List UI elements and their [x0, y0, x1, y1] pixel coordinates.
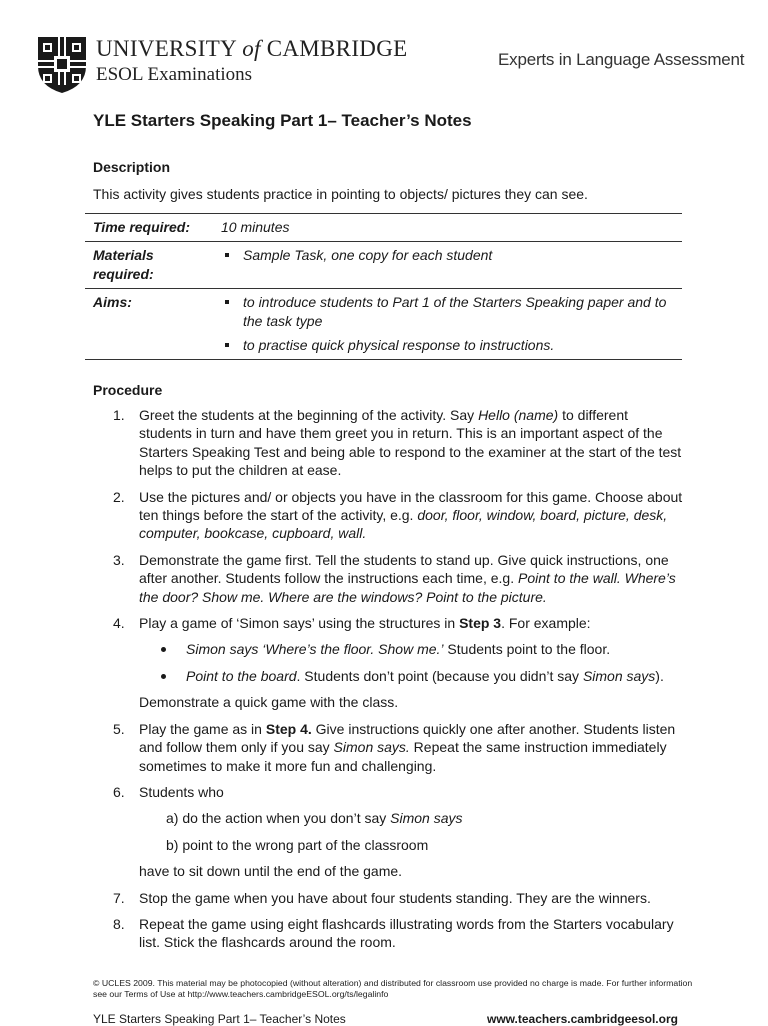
aims-item: to introduce students to Part 1 of the Starters Speaking paper and to the task type [221, 293, 674, 331]
procedure-step: 6. Students who a) do the action when you don’t say Simon says b) point to the wrong part of the classroom have to sit down until the end of the game. [93, 783, 683, 881]
tagline: Experts in Language Assessment [498, 50, 745, 69]
time-value: 10 minutes [221, 219, 290, 235]
materials-item: Sample Task, one copy for each student [221, 246, 674, 265]
procedure-step: 7. Stop the game when you have about four students standing. They are the winners. [113, 889, 651, 906]
procedure-step: 5. Play the game as in Step 4. Give instructions quickly one after another. Students listen and follow them only if you say Simon says. Repeat the same instruction immediately sometimes to make it more fun and challenging. [113, 720, 676, 774]
copyright-footnote: © UCLES 2009. This material may be photocopied (without alteration) and distributed for classroom use provided no charge is made. For further information see our Terms of Use at http://www.teachers.cambridgeESOL.org/ts/legalinfo [93, 978, 693, 999]
aims-list [221, 293, 674, 355]
aims-label: Aims: [93, 294, 132, 310]
university-name: UNIVERSITY of CAMBRIDGE [96, 36, 408, 61]
division-name: ESOL Examinations [96, 64, 253, 85]
example-bullet: Simon says ‘Where’s the floor. Show me.’ Students point to the floor. [139, 640, 683, 658]
procedure-heading: Procedure [93, 382, 163, 398]
condition-item: b) point to the wrong part of the classroom [166, 836, 429, 853]
materials-list [221, 246, 674, 265]
condition-item: a) do the action when you don’t say Simon says [166, 810, 463, 827]
aims-item: to practise quick physical response to instructions. [221, 336, 674, 355]
aims-row [85, 289, 682, 359]
time-row [85, 214, 682, 242]
time-label: Time required: [93, 219, 190, 235]
cambridge-crest-logo [37, 36, 87, 94]
procedure-step: 4. Play a game of ‘Simon says’ using the structures in Step 3. For example: Simon says ‘Where’s the floor. Show me.’ Students point to the floor. Point to the board. Students don’t point (because you didn’t say Simon says). Demonstrate a quick game with the class. [93, 614, 683, 712]
example-bullet: Point to the board. Students don’t point (because you didn’t say Simon says). [139, 667, 683, 685]
procedure-step: 8. Repeat the game using eight flashcards illustrating words from the Starters vocabulary list. Stick the flashcards around the room. [113, 915, 674, 951]
page-title: YLE Starters Speaking Part 1– Teacher’s Notes [93, 111, 472, 130]
procedure-list [93, 406, 683, 960]
description-heading: Description [93, 159, 171, 175]
description-text: This activity gives students practice in pointing to objects/ pictures they can see. [93, 186, 588, 202]
procedure-step: 3. Demonstrate the game first. Tell the students to stand up. Give quick instructions, one after another. Students follow the instructions each time, e.g. Point to the wall. Where’s the door? Show me. Where are the windows? Point to the picture. [113, 551, 676, 605]
materials-row [85, 242, 682, 289]
procedure-step: 1. Greet the students at the beginning of the activity. Say Hello (name) to different students in turn and have them greet you in return. This is an important aspect of the Starters Speaking Test and being able to respond to the examiner at the start of the test helps to put the children at ease. [113, 407, 682, 479]
footer-title: YLE Starters Speaking Part 1– Teacher’s Notes [93, 1012, 346, 1026]
footer-website-link[interactable]: www.teachers.cambridgeesol.org [487, 1012, 678, 1026]
procedure-step: 2. Use the pictures and/ or objects you have in the classroom for this game. Choose about ten things before the start of the activity, e.g. door, floor, window, board, picture, desk, computer, bookcase, cupboard, wall. [113, 488, 683, 542]
materials-label: Materials required: [93, 247, 154, 282]
info-table [85, 213, 682, 360]
